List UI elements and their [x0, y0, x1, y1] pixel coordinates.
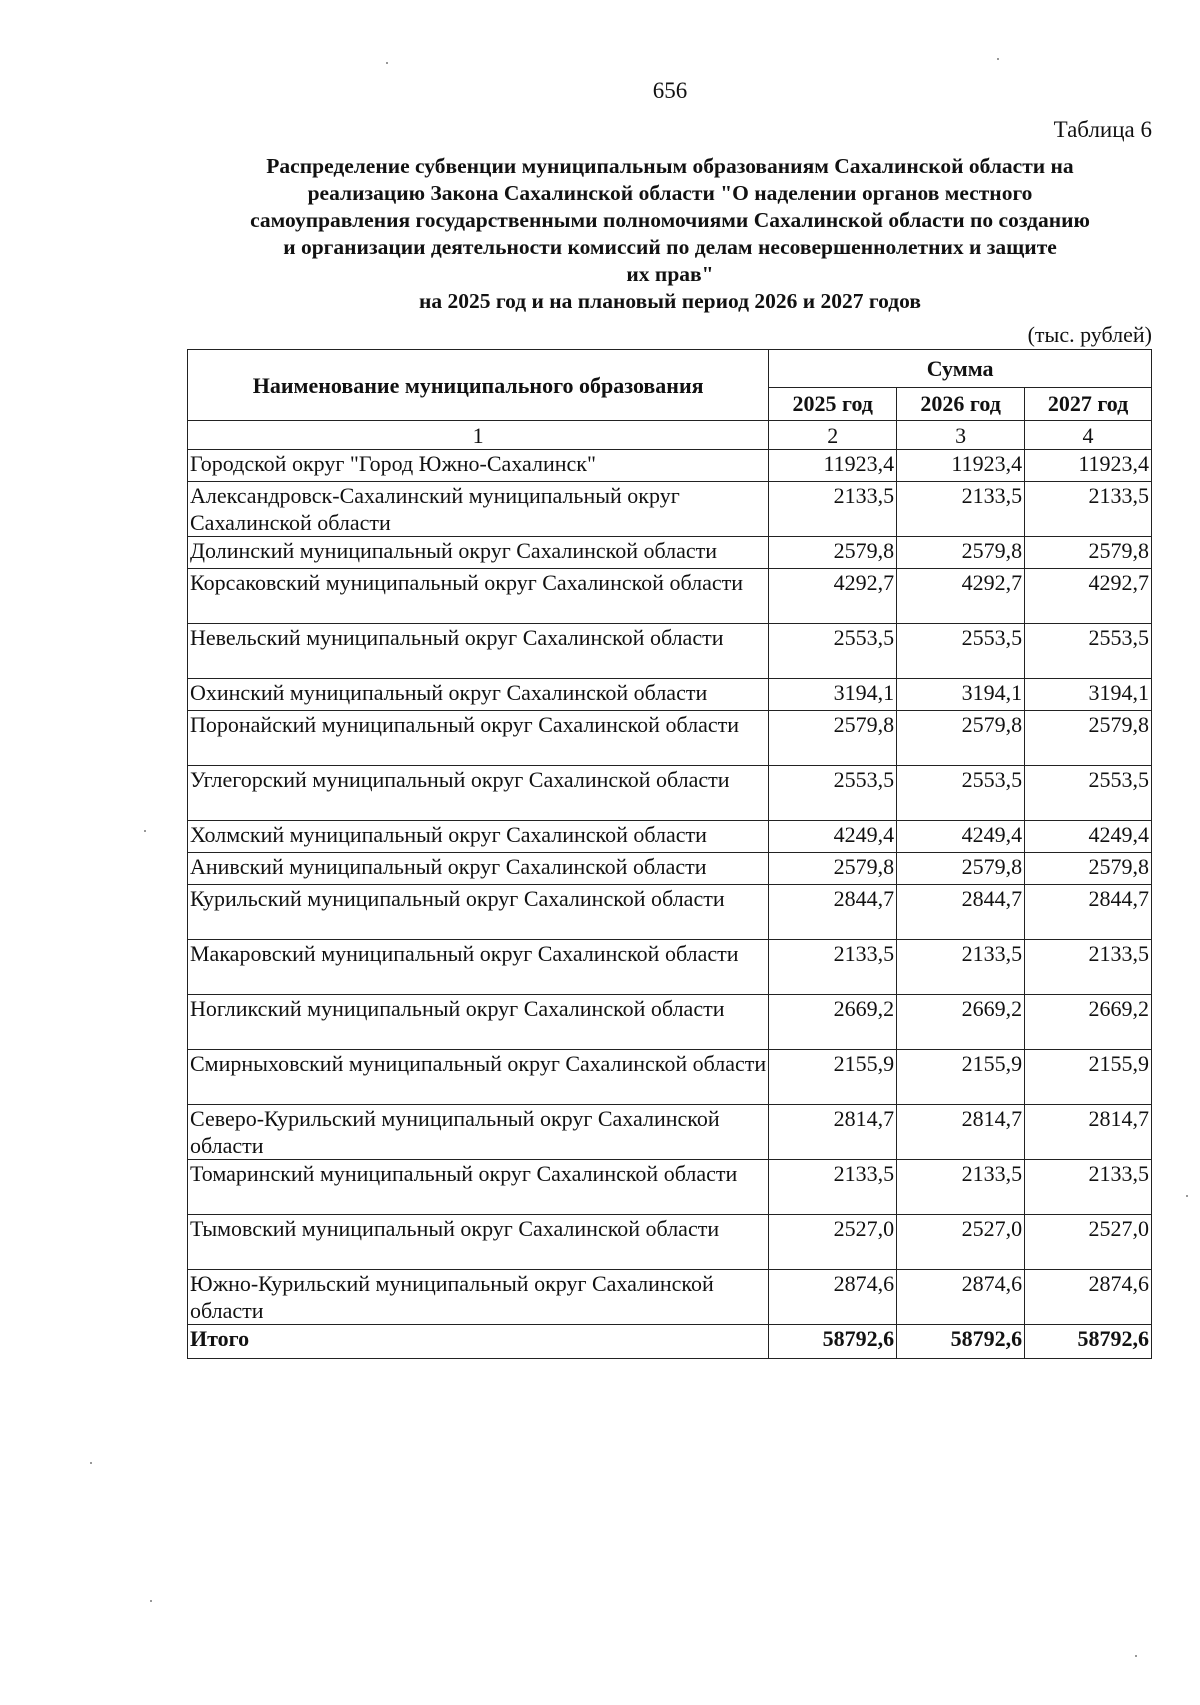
municipality-name: Макаровский муниципальный округ Сахалинской области: [188, 940, 769, 995]
value-2027: 2133,5: [1025, 1160, 1152, 1215]
header-name: Наименование муниципального образования: [188, 350, 769, 421]
municipality-name: Корсаковский муниципальный округ Сахалинской области: [188, 569, 769, 624]
table-label: Таблица 6: [1053, 117, 1152, 142]
municipality-name: Невельский муниципальный округ Сахалинской области: [188, 624, 769, 679]
value-2027: 2844,7: [1025, 885, 1152, 940]
value-2026: 2133,5: [897, 940, 1025, 995]
value-2027: 2579,8: [1025, 853, 1152, 885]
total-row: [188, 1325, 1152, 1359]
value-2026: 4292,7: [897, 569, 1025, 624]
value-2027: 2814,7: [1025, 1105, 1152, 1160]
value-2025: 2133,5: [769, 482, 897, 537]
value-2026: 2133,5: [897, 1160, 1025, 1215]
table-row: [188, 569, 1152, 624]
municipality-name: Охинский муниципальный округ Сахалинской области: [188, 679, 769, 711]
column-number: 1: [188, 421, 769, 450]
value-2025: 2133,5: [769, 1160, 897, 1215]
header-sum: Сумма: [769, 350, 1152, 388]
municipality-name: Южно-Курильский муниципальный округ Сахалинской области: [188, 1270, 769, 1325]
municipality-name: Долинский муниципальный округ Сахалинской области: [188, 537, 769, 569]
title-line: и организации деятельности комиссий по делам несовершеннолетних и защите: [283, 235, 1057, 259]
header-year-2026: 2026 год: [897, 387, 1025, 420]
table-row: [188, 995, 1152, 1050]
table-row: [188, 624, 1152, 679]
table-row: [188, 1215, 1152, 1270]
table-row: [188, 853, 1152, 885]
value-2025: 2874,6: [769, 1270, 897, 1325]
value-2026: 2155,9: [897, 1050, 1025, 1105]
municipality-name: Анивский муниципальный округ Сахалинской области: [188, 853, 769, 885]
value-2027: 2579,8: [1025, 537, 1152, 569]
total-2027: 58792,6: [1025, 1325, 1152, 1359]
table-row: [188, 679, 1152, 711]
document-title: [170, 153, 1170, 315]
value-2026: 11923,4: [897, 450, 1025, 482]
value-2025: 2579,8: [769, 711, 897, 766]
value-2026: 2814,7: [897, 1105, 1025, 1160]
table-row: [188, 482, 1152, 537]
scan-speck: [997, 58, 999, 60]
scan-speck: [1186, 1195, 1188, 1197]
header-year-2027: 2027 год: [1025, 387, 1152, 420]
value-2026: 4249,4: [897, 821, 1025, 853]
municipality-name: Ногликский муниципальный округ Сахалинской области: [188, 995, 769, 1050]
title-line: их прав": [626, 262, 714, 286]
value-2025: 4249,4: [769, 821, 897, 853]
municipality-name: Углегорский муниципальный округ Сахалинской области: [188, 766, 769, 821]
total-2025: 58792,6: [769, 1325, 897, 1359]
value-2027: 2155,9: [1025, 1050, 1152, 1105]
value-2025: 3194,1: [769, 679, 897, 711]
value-2026: 2527,0: [897, 1215, 1025, 1270]
value-2025: 2669,2: [769, 995, 897, 1050]
column-number: 3: [897, 421, 1025, 450]
column-number: 2: [769, 421, 897, 450]
value-2025: 2814,7: [769, 1105, 897, 1160]
value-2025: 2844,7: [769, 885, 897, 940]
table-row: [188, 450, 1152, 482]
table-row: [188, 885, 1152, 940]
value-2026: 2669,2: [897, 995, 1025, 1050]
value-2027: 2579,8: [1025, 711, 1152, 766]
total-2026: 58792,6: [897, 1325, 1025, 1359]
scan-speck: [150, 1600, 152, 1602]
municipality-name: Холмский муниципальный округ Сахалинской области: [188, 821, 769, 853]
municipality-name: Северо-Курильский муниципальный округ Сахалинской области: [188, 1105, 769, 1160]
value-2027: 2553,5: [1025, 624, 1152, 679]
total-label: Итого: [188, 1325, 769, 1359]
value-2026: 2579,8: [897, 853, 1025, 885]
table-row: [188, 1050, 1152, 1105]
municipality-name: Тымовский муниципальный округ Сахалинской области: [188, 1215, 769, 1270]
municipality-name: Томаринский муниципальный округ Сахалинской области: [188, 1160, 769, 1215]
table-row: [188, 766, 1152, 821]
value-2025: 2553,5: [769, 624, 897, 679]
page-number: 656: [652, 78, 688, 103]
municipality-name: Александровск-Сахалинский муниципальный округ Сахалинской области: [188, 482, 769, 537]
title-line: на 2025 год и на плановый период 2026 и 2027 годов: [419, 289, 921, 313]
column-number: 4: [1025, 421, 1152, 450]
value-2026: 3194,1: [897, 679, 1025, 711]
value-2025: 2155,9: [769, 1050, 897, 1105]
title-line: самоуправления государственными полномочиями Сахалинской области по созданию: [250, 208, 1090, 232]
value-2027: 2133,5: [1025, 940, 1152, 995]
units-label: (тыс. рублей): [1027, 322, 1152, 347]
value-2026: 2874,6: [897, 1270, 1025, 1325]
value-2025: 2579,8: [769, 537, 897, 569]
table-row: [188, 1160, 1152, 1215]
value-2026: 2579,8: [897, 711, 1025, 766]
municipality-name: Курильский муниципальный округ Сахалинской области: [188, 885, 769, 940]
value-2027: 11923,4: [1025, 450, 1152, 482]
table-row: [188, 1105, 1152, 1160]
table-row: [188, 711, 1152, 766]
table-row: [188, 1270, 1152, 1325]
value-2027: 2553,5: [1025, 766, 1152, 821]
value-2026: 2133,5: [897, 482, 1025, 537]
header-year-2025: 2025 год: [769, 387, 897, 420]
subvention-table: [187, 349, 1152, 1359]
value-2027: 2669,2: [1025, 995, 1152, 1050]
value-2027: 4292,7: [1025, 569, 1152, 624]
table-row: [188, 821, 1152, 853]
value-2027: 3194,1: [1025, 679, 1152, 711]
value-2026: 2553,5: [897, 624, 1025, 679]
value-2026: 2579,8: [897, 537, 1025, 569]
municipality-name: Городской округ "Город Южно-Сахалинск": [188, 450, 769, 482]
municipality-name: Поронайский муниципальный округ Сахалинской области: [188, 711, 769, 766]
value-2026: 2553,5: [897, 766, 1025, 821]
table-row: [188, 537, 1152, 569]
title-line: Распределение субвенции муниципальным образованиям Сахалинской области на: [266, 154, 1074, 178]
municipality-name: Смирныховский муниципальный округ Сахалинской области: [188, 1050, 769, 1105]
scan-speck: [144, 830, 146, 832]
value-2026: 2844,7: [897, 885, 1025, 940]
value-2027: 2133,5: [1025, 482, 1152, 537]
value-2027: 4249,4: [1025, 821, 1152, 853]
value-2025: 2133,5: [769, 940, 897, 995]
table-row: [188, 940, 1152, 995]
value-2027: 2527,0: [1025, 1215, 1152, 1270]
value-2025: 11923,4: [769, 450, 897, 482]
scan-speck: [90, 1462, 92, 1464]
scan-speck: [1135, 1655, 1137, 1657]
scan-speck: [386, 62, 388, 64]
value-2025: 2527,0: [769, 1215, 897, 1270]
value-2025: 2553,5: [769, 766, 897, 821]
value-2025: 2579,8: [769, 853, 897, 885]
value-2025: 4292,7: [769, 569, 897, 624]
title-line: реализацию Закона Сахалинской области "О наделении органов местного: [307, 181, 1033, 205]
value-2027: 2874,6: [1025, 1270, 1152, 1325]
